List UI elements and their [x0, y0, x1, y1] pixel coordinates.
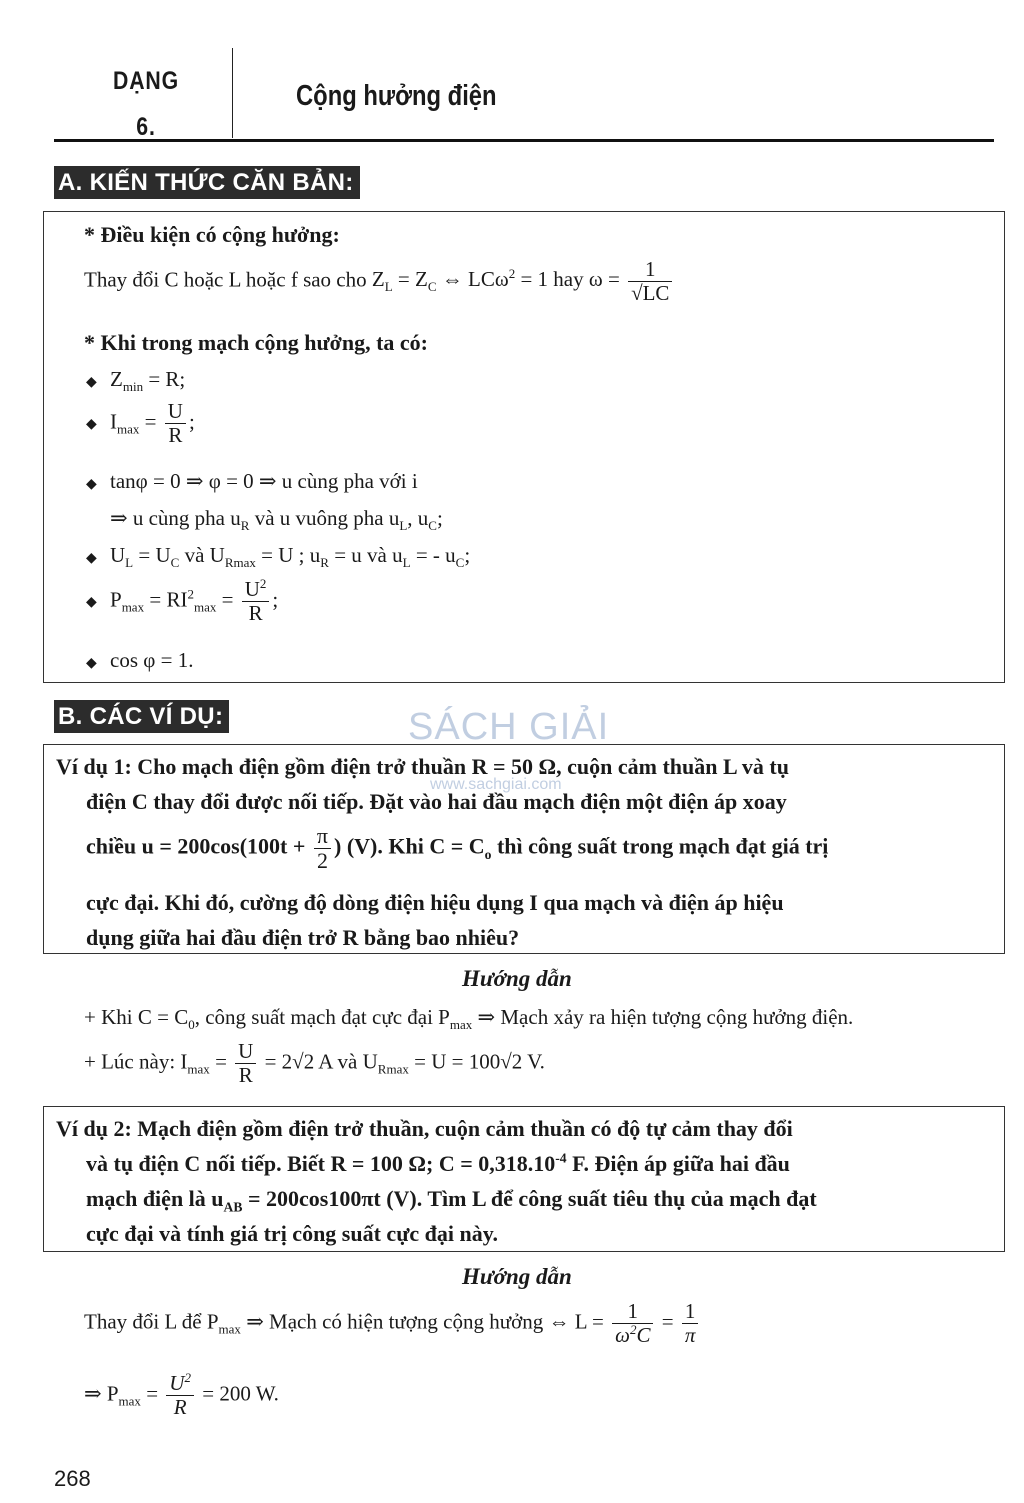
watermark: [408, 706, 610, 793]
sol1-l1-a: + Khi C = C: [84, 1005, 189, 1029]
ex1-line-5: dụng giữa hai đầu điện trở R bằng bao nhiêu?: [86, 925, 520, 950]
ex1-line-2: điện C thay đổi được nối tiếp. Đặt vào hai đầu mạch điện một điện áp xoay: [86, 789, 787, 814]
page-number: 268: [54, 1466, 91, 1491]
sol2-l1-a: Thay đổi L để P: [84, 1309, 219, 1334]
ex2-l2-b: F. Điện áp giữa hai đầu: [566, 1151, 790, 1176]
condition-line: [84, 258, 675, 305]
sol1-l2-a: + Lúc này: I: [84, 1049, 188, 1074]
diamond-bullet-icon: ◆: [86, 656, 97, 671]
page-title: Cộng hưởng điện: [296, 80, 497, 112]
watermark-url: www.sachgiai.com: [430, 776, 562, 793]
cos-text: cos φ = 1.: [110, 648, 194, 672]
condition-text: Thay đổi C hoặc L hoặc f sao cho: [84, 267, 367, 292]
ex2-line-1: Ví dụ 2: Mạch điện gồm điện trở thuần, cuộn cảm thuần có độ tự cảm thay đổi: [56, 1116, 793, 1141]
guide-heading-2: Hướng dẫn: [462, 1264, 572, 1289]
header-divider: [232, 48, 233, 138]
bullet-pmax: ◆ $P_{max} = RI^2_{max}$ = $\frac{U^2}{R}$ ;: [86, 576, 279, 626]
sol2-line-1: Thay đổi L để $P_{max}$ ⇒ Mạch có hiện tượng cộng hưởng ⇔ L = $\frac{1}{\omega^2C}$ = $\frac{1}{\pi}$: [84, 1300, 701, 1347]
bullet-cos: [86, 648, 193, 673]
condition-formula: $Z_L = Z_C$ ⇔ LCω$^2$ = 1 hay ω = $\frac{1}{√LC}$: [372, 267, 676, 291]
header-rule: [54, 139, 994, 142]
ex2-l2-a: và tụ điện C nối tiếp. Biết R = 100 Ω; C = 0,318.10: [86, 1151, 556, 1176]
condition-title: * Điều kiện có cộng hưởng:: [84, 222, 340, 247]
section-type-label: [110, 58, 181, 150]
ex2-line-2: và tụ điện C nối tiếp. Biết R = 100 Ω; $C = 0,318.10^{-4}$ F. Điện áp giữa hai đầu: [86, 1150, 790, 1176]
guide-heading-1: Hướng dẫn: [462, 966, 572, 991]
diamond-bullet-icon: ◆: [86, 417, 97, 433]
ex1-line-1: Ví dụ 1: Cho mạch điện gồm điện trở thuần R = 50 Ω, cuộn cảm thuần L và tụ: [56, 754, 789, 779]
ex2-line-3: mạch điện là $u_{AB} = 200\cos 100\pi t$ (V). Tìm L để công suất tiêu thụ của mạch đạt: [86, 1186, 817, 1215]
section-b-heading: B. CÁC VÍ DỤ:: [54, 700, 229, 733]
phase-text-b: và u vuông pha u: [249, 506, 400, 530]
bullet-phase: [86, 469, 418, 494]
dang-word: DẠNG: [113, 67, 179, 95]
sol1-line-1: + Khi $C = C_0$, công suất mạch đạt cực đại $P_{max}$ ⇒ Mạch xảy ra hiện tượng cộng hưởng điện.: [84, 1005, 854, 1033]
sol1-l1-c: ⇒ Mạch xảy ra hiện tượng cộng hưởng điện.: [472, 1005, 854, 1029]
diamond-bullet-icon: ◆: [86, 551, 97, 566]
ex2-l3-b: = 200cos100πt (V). Tìm L để công suất tiêu thụ của mạch đạt: [242, 1186, 817, 1211]
dang-number: 6.: [136, 113, 156, 141]
sol2-l2-a: ⇒ P: [84, 1381, 119, 1406]
bullet-zmin: ◆ $Z_{min} = R$;: [86, 367, 186, 395]
diamond-bullet-icon: ◆: [86, 595, 97, 611]
bullet-imax: ◆ $I_{max}$ = $\frac{U}{R}$ ;: [86, 399, 195, 448]
phase-consequence: ⇒ u cùng pha $u_R$ và u vuông pha $u_L$, $u_C$;: [110, 506, 443, 534]
watermark-logo: SÁCH GIẢI: [408, 706, 610, 748]
ex1-line-3: chiều u = 200cos(100t + $\frac{\pi}{2}$ ) (V). Khi $C = C_o$ thì công suất trong mạch đạt giá trị: [86, 823, 829, 874]
ex1-line-4: cực đại. Khi đó, cường độ dòng điện hiệu dụng I qua mạch và điện áp hiệu: [86, 890, 784, 915]
ex1-l3-b: ) (V). Khi C = C: [334, 833, 485, 859]
resonance-title: * Khi trong mạch cộng hưởng, ta có:: [84, 330, 428, 355]
ex1-l3-c: thì công suất trong mạch đạt giá trị: [491, 833, 829, 859]
sol2-l1-b: ⇒ Mạch có hiện tượng cộng hưởng ⇔ L =: [240, 1309, 604, 1334]
sol2-l2-b: = 200 W.: [202, 1381, 279, 1406]
ex2-l3-a: mạch điện là u: [86, 1186, 224, 1211]
ex2-line-4: cực đại và tính giá trị công suất cực đại này.: [86, 1221, 499, 1246]
bullet-voltages: ◆ $U_L = U_C$ và $U_{Rmax} = U$ ; $u_R = u$ và $u_L$ = - $u_C$;: [86, 543, 471, 571]
section-a-heading: A. KIẾN THỨC CĂN BẢN:: [54, 166, 360, 199]
sol1-line-2: + Lúc này: $I_{max}$ = $\frac{U}{R}$ = 2√2 A và $U_{Rmax} = U = 100√2$ V.: [84, 1039, 545, 1088]
phase-text-a: ⇒ u cùng pha u: [110, 506, 241, 530]
diamond-bullet-icon: ◆: [86, 477, 97, 492]
sol2-line-2: ⇒ $P_{max}$ = $\frac{U^2}{R}$ = 200 W.: [84, 1370, 279, 1420]
ex1-l3-a: chiều u = 200cos(100t +: [86, 833, 306, 859]
sol1-l1-b: , công suất mạch đạt cực đại P: [194, 1005, 450, 1029]
diamond-bullet-icon: ◆: [86, 375, 97, 390]
phase-text: tanφ = 0 ⇒ φ = 0 ⇒ u cùng pha với i: [110, 469, 418, 493]
